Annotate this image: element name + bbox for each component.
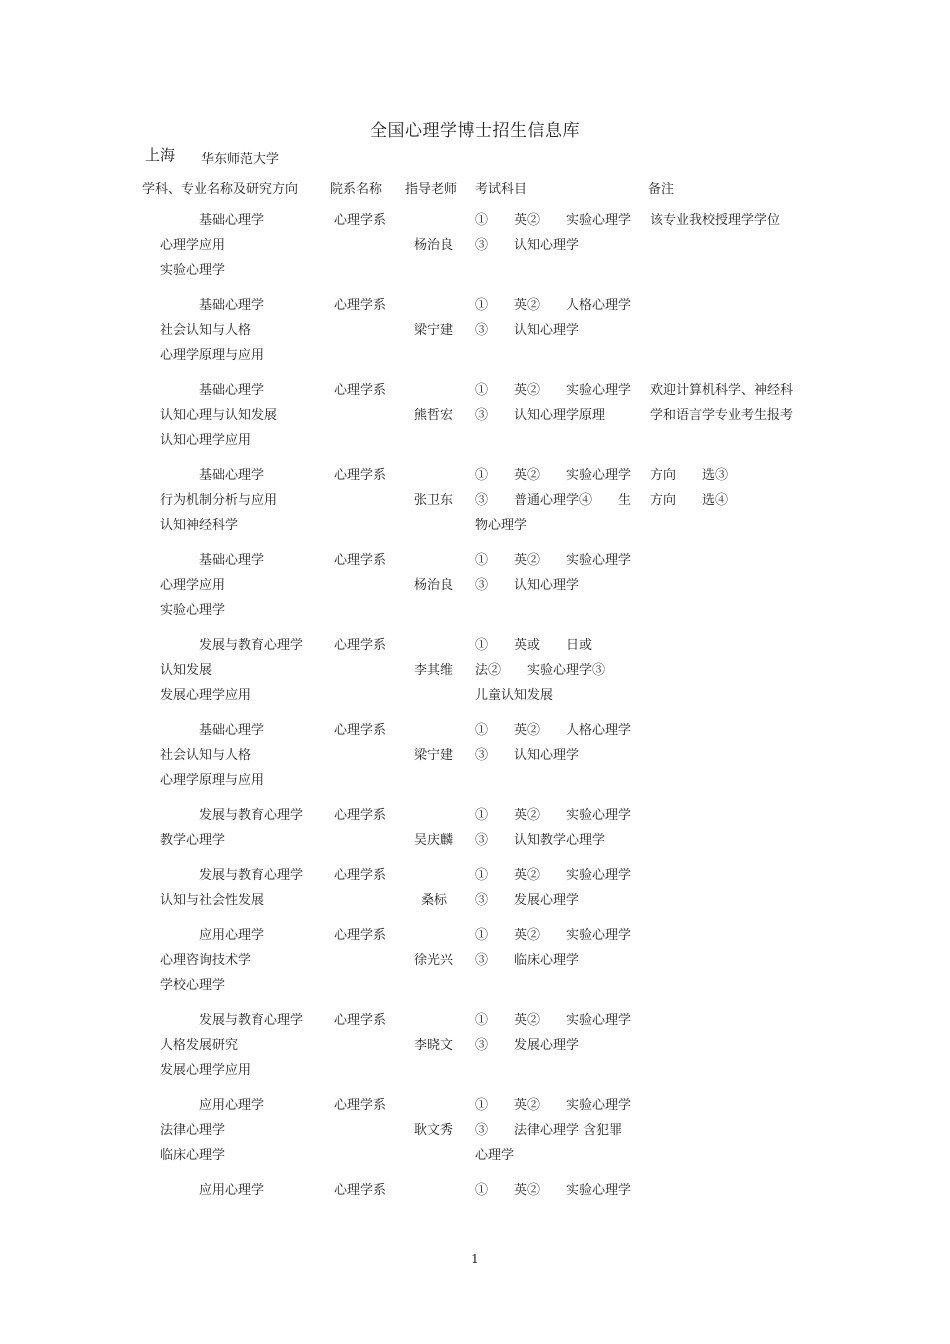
advisor-name: 杨治良 [414, 238, 454, 253]
major-name: 应用心理学 [199, 928, 265, 943]
research-direction: 临床心理学 [160, 1148, 226, 1163]
department-name: 心理学系 [334, 468, 387, 483]
major-name: 应用心理学 [199, 1098, 265, 1113]
advisor-name: 桑标 [421, 893, 448, 908]
research-direction: 心理学原理与应用 [160, 348, 265, 363]
exam-subjects: ① 英② 实验心理学 [475, 468, 632, 483]
major-name: 发展与教育心理学 [199, 1013, 304, 1028]
department-name: 心理学系 [334, 723, 387, 738]
department-name: 心理学系 [334, 868, 387, 883]
department-name: 心理学系 [334, 1013, 387, 1028]
research-direction: 心理学原理与应用 [160, 773, 265, 788]
research-direction: 学校心理学 [160, 978, 226, 993]
research-direction: 心理学应用 [160, 238, 226, 253]
major-name: 基础心理学 [199, 553, 265, 568]
research-direction: 人格发展研究 [160, 1038, 239, 1053]
research-direction: 社会认知与人格 [160, 748, 252, 763]
exam-subjects: ① 英② 实验心理学 [475, 1183, 632, 1198]
research-direction: 社会认知与人格 [160, 323, 252, 338]
department-name: 心理学系 [334, 298, 387, 313]
department-name: 心理学系 [334, 213, 387, 228]
exam-subjects: ③ 发展心理学 [475, 893, 580, 908]
research-direction: 心理学应用 [160, 578, 226, 593]
note-text: 该专业我校授理学学位 [650, 213, 781, 228]
department-name: 心理学系 [334, 928, 387, 943]
department-name: 心理学系 [334, 808, 387, 823]
header-department: 院系名称 [330, 182, 383, 197]
advisor-name: 李其维 [414, 663, 454, 678]
department-name: 心理学系 [334, 638, 387, 653]
research-direction: 实验心理学 [160, 603, 226, 618]
major-name: 基础心理学 [199, 383, 265, 398]
note-text: 欢迎计算机科学、神经科 [650, 383, 794, 398]
research-direction: 认知心理学应用 [160, 433, 252, 448]
advisor-name: 梁宁建 [414, 748, 454, 763]
research-direction: 行为机制分析与应用 [160, 493, 278, 508]
major-name: 基础心理学 [199, 213, 265, 228]
research-direction: 认知与社会性发展 [160, 893, 265, 908]
note-text: 学和语言学专业考生报考 [650, 408, 794, 423]
exam-subjects: ③ 认知心理学 [475, 323, 580, 338]
research-direction: 教学心理学 [160, 833, 226, 848]
exam-subjects: ③ 认知教学心理学 [475, 833, 606, 848]
advisor-name: 耿文秀 [414, 1123, 454, 1138]
exam-subjects: ③ 临床心理学 [475, 953, 580, 968]
advisor-name: 李晓文 [414, 1038, 454, 1053]
advisor-name: 张卫东 [414, 493, 454, 508]
exam-subjects: ① 英② 实验心理学 [475, 928, 632, 943]
research-direction: 心理咨询技术学 [160, 953, 252, 968]
advisor-name: 熊哲宏 [414, 408, 454, 423]
university-name: 华东师范大学 [201, 152, 280, 167]
exam-subjects: ③ 认知心理学 [475, 578, 580, 593]
page-title: 全国心理学博士招生信息库 [370, 121, 580, 141]
exam-subjects: 物心理学 [475, 518, 528, 533]
major-name: 发展与教育心理学 [199, 868, 304, 883]
exam-subjects: 心理学 [475, 1148, 515, 1163]
header-exam: 考试科目 [475, 182, 528, 197]
advisor-name: 梁宁建 [414, 323, 454, 338]
header-notes: 备注 [648, 182, 675, 197]
exam-subjects: ① 英② 实验心理学 [475, 1013, 632, 1028]
header-advisor: 指导老师 [405, 182, 458, 197]
research-direction: 发展心理学应用 [160, 1063, 252, 1078]
exam-subjects: ① 英② 实验心理学 [475, 213, 632, 228]
major-name: 基础心理学 [199, 723, 265, 738]
exam-subjects: ① 英② 实验心理学 [475, 1098, 632, 1113]
advisor-name: 吴庆麟 [414, 833, 454, 848]
exam-subjects: ① 英② 人格心理学 [475, 723, 632, 738]
exam-subjects: ① 英② 实验心理学 [475, 808, 632, 823]
research-direction: 认知心理与认知发展 [160, 408, 278, 423]
exam-subjects: 法② 实验心理学③ [475, 663, 606, 678]
major-name: 应用心理学 [199, 1183, 265, 1198]
exam-subjects: ③ 法律心理学 含犯罪 [475, 1123, 623, 1138]
note-text: 方向 选③ [650, 468, 729, 483]
note-text: 方向 选④ [650, 493, 729, 508]
department-name: 心理学系 [334, 553, 387, 568]
exam-subjects: ① 英② 人格心理学 [475, 298, 632, 313]
research-direction: 实验心理学 [160, 263, 226, 278]
major-name: 基础心理学 [199, 298, 265, 313]
header-subject: 学科、专业名称及研究方向 [142, 182, 299, 197]
major-name: 发展与教育心理学 [199, 808, 304, 823]
advisor-name: 徐光兴 [414, 953, 454, 968]
exam-subjects: ③ 认知心理学 [475, 238, 580, 253]
department-name: 心理学系 [334, 1098, 387, 1113]
exam-subjects: ① 英② 实验心理学 [475, 553, 632, 568]
exam-subjects: ① 英② 实验心理学 [475, 383, 632, 398]
exam-subjects: ③ 认知心理学原理 [475, 408, 606, 423]
exam-subjects: ① 英或 日或 [475, 638, 593, 653]
exam-subjects: ① 英② 实验心理学 [475, 868, 632, 883]
major-name: 基础心理学 [199, 468, 265, 483]
research-direction: 发展心理学应用 [160, 688, 252, 703]
research-direction: 认知发展 [160, 663, 213, 678]
research-direction: 法律心理学 [160, 1123, 226, 1138]
department-name: 心理学系 [334, 1183, 387, 1198]
exam-subjects: ③ 普通心理学④ 生 [475, 493, 632, 508]
exam-subjects: ③ 发展心理学 [475, 1038, 580, 1053]
advisor-name: 杨治良 [414, 578, 454, 593]
page-number: 1 [471, 1252, 479, 1266]
exam-subjects: 儿童认知发展 [475, 688, 554, 703]
region-label: 上海 [145, 146, 176, 164]
exam-subjects: ③ 认知心理学 [475, 748, 580, 763]
major-name: 发展与教育心理学 [199, 638, 304, 653]
research-direction: 认知神经科学 [160, 518, 239, 533]
department-name: 心理学系 [334, 383, 387, 398]
